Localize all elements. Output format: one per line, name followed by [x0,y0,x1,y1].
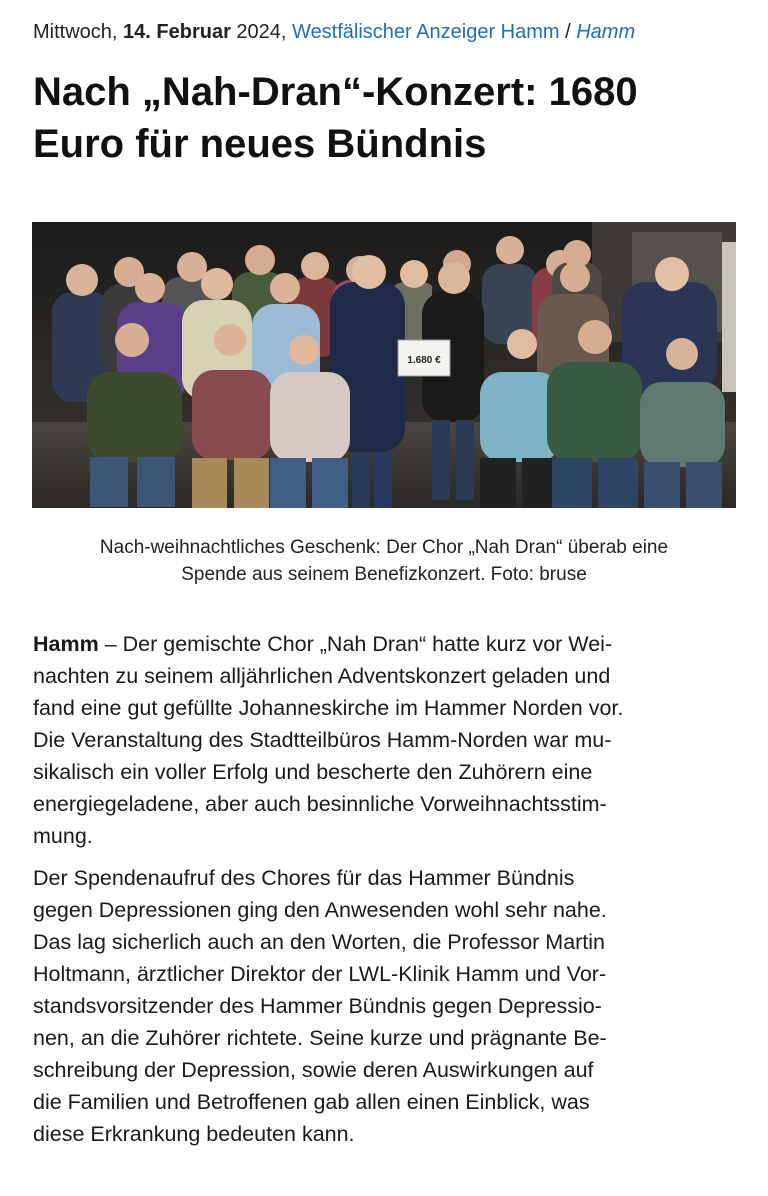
paragraph-2-line: schreibung der Depression, sowie deren Auswirkungen auf [33,1058,594,1082]
publication-link[interactable]: Westfälischer Anzeiger Hamm [292,21,560,43]
paragraph-2-line: Holtmann, ärztlicher Direktor der LWL-Klinik Hamm und Vor- [33,962,607,986]
paragraph-1-line: fand eine gut gefüllte Johanneskirche im Hammer Norden vor. [33,696,624,720]
paragraph-2 [33,862,737,1150]
paragraph-1-line: nachten zu seinem alljährlichen Adventskonzert geladen und [33,664,611,688]
paragraph-1-text: – Der gemischte Chor „Nah Dran“ hatte kurz vor Wei- [98,632,613,656]
paragraph-1-line: sikalisch ein voller Erfolg und bescherte den Zuhörern eine [33,760,593,784]
article-photo [32,222,736,508]
paragraph-2-line: Der Spendenaufruf des Chores für das Hammer Bündnis [33,866,575,890]
paragraph-2-line: diese Erkrankung bedeuten kann. [33,1122,355,1146]
section-link[interactable]: Hamm [576,21,636,43]
paragraph-1-line [33,628,737,660]
headline [33,66,745,170]
article-body [33,628,737,1160]
paragraph-1-line: Die Veranstaltung des Stadtteilbüros Hamm-Norden war mu- [33,728,612,752]
paragraph-2-line: nen, an die Zuhörer richtete. Seine kurze und prägnante Be- [33,1026,607,1050]
photo-caption [20,534,748,588]
caption-line-2: Spende aus seinem Benefizkonzert. Foto: bruse [181,564,587,585]
meta-separator: / [565,21,571,43]
paragraph-2-line: Das lag sicherlich auch an den Worten, die Professor Martin [33,930,606,954]
paragraph-1 [33,628,737,852]
headline-line-1: Nach „Nah-Dran“-Konzert: 1680 [33,70,638,114]
weekday: Mittwoch, [33,21,118,43]
check-amount: 1.680 € [407,355,441,366]
paragraph-2-line: gegen Depressionen ging den Anwesenden wohl sehr nahe. [33,898,607,922]
paragraph-1-line: energiegeladene, aber auch besinnliche Vorweihnachtsstim- [33,792,607,816]
publish-date: 14. Februar [123,21,231,43]
caption-line-1: Nach-weihnachtliches Geschenk: Der Chor „Nah Dran“ überab eine [99,537,669,558]
paragraph-1-line: mung. [33,824,93,848]
group-photo-illustration [32,222,736,508]
dateline: Hamm [33,632,99,656]
donation-check [398,340,450,376]
headline-line-2: Euro für neues Bündnis [33,122,487,166]
publish-year: 2024, [236,21,287,43]
article-meta-line [33,18,743,46]
paragraph-2-line: standsvorsitzender des Hammer Bündnis gegen Depressio- [33,994,602,1018]
paragraph-2-line: die Familien und Betroffenen gab allen einen Einblick, was [33,1090,590,1114]
